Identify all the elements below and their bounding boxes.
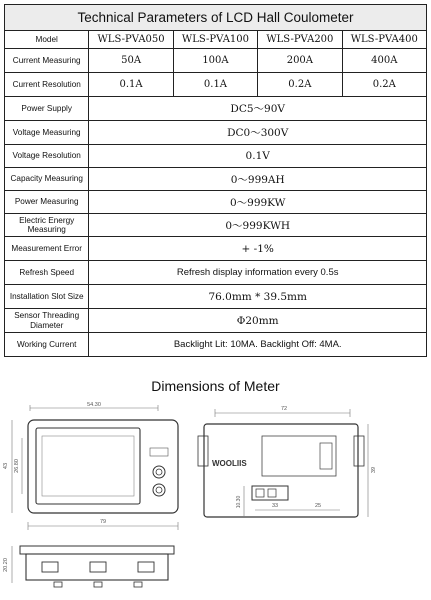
voltage-measuring-value: DC0～300V xyxy=(89,121,427,145)
current-cell: 400A xyxy=(342,49,426,73)
current-label: Current Measuring xyxy=(5,49,89,73)
current-cell: 50A xyxy=(89,49,173,73)
voltage-resolution-label: Voltage Resolution xyxy=(5,145,89,168)
current-resolution-cell: 0.1A xyxy=(173,73,257,97)
table-title: Technical Parameters of LCD Hall Coulometer xyxy=(5,5,427,31)
refresh-speed-value: Refresh display information every 0.5s xyxy=(89,261,427,285)
lcd-screen xyxy=(36,428,140,504)
front-view xyxy=(3,402,178,530)
side-bottom-b-label: 25 xyxy=(314,503,322,509)
meter-bottom-body xyxy=(26,554,168,580)
power-supply-label: Power Supply xyxy=(5,97,89,121)
back-view xyxy=(198,406,377,517)
button-icon xyxy=(153,484,165,496)
side-width-top-label: 72 xyxy=(280,406,288,412)
power-supply-value: DC5～90V xyxy=(89,97,427,121)
front-height-inner-label: 26.80 xyxy=(14,459,20,473)
model-cell: WLS-PVA100 xyxy=(173,31,257,49)
current-cell: 200A xyxy=(258,49,342,73)
measurement-error-value: + -1% xyxy=(89,237,427,261)
current-resolution-cell: 0.2A xyxy=(258,73,342,97)
button-icon xyxy=(153,466,165,478)
sensor-diameter-label: Sensor Threading Diameter xyxy=(5,309,89,333)
model-cell: WLS-PVA050 xyxy=(89,31,173,49)
installation-slot-label: Installation Slot Size xyxy=(5,285,89,309)
side-inner-height-label: 10.30 xyxy=(236,495,242,509)
bottom-view xyxy=(3,546,174,587)
model-cell: WLS-PVA400 xyxy=(342,31,426,49)
current-cell: 100A xyxy=(173,49,257,73)
working-current-value: Backlight Lit: 10MA. Backlight Off: 4MA. xyxy=(89,333,427,357)
power-measuring-value: 0～999KW xyxy=(89,191,427,214)
front-width-top-label: 54.30 xyxy=(87,402,101,408)
installation-slot-value: 76.0mm * 39.5mm xyxy=(89,285,427,309)
side-bottom-a-label: 33 xyxy=(271,503,279,509)
dimensions-title: Dimensions of Meter xyxy=(151,378,280,394)
brand-label: WOOLIIS xyxy=(212,459,247,468)
front-width-bottom-label: 79 xyxy=(99,519,107,525)
working-current-label: Working Current xyxy=(5,333,89,357)
meter-front-body xyxy=(28,420,178,513)
capacity-measuring-value: 0～999AH xyxy=(89,168,427,191)
voltage-measuring-label: Voltage Measuring xyxy=(5,121,89,145)
power-measuring-label: Power Measuring xyxy=(5,191,89,214)
front-height-outer-label: 43 xyxy=(3,462,9,470)
electric-energy-value: 0～999KWH xyxy=(89,214,427,237)
bottom-height-label: 20.20 xyxy=(3,558,9,572)
meter-back-body xyxy=(204,424,358,517)
refresh-speed-label: Refresh Speed xyxy=(5,261,89,285)
side-height-label: 39 xyxy=(371,466,377,474)
current-resolution-cell: 0.2A xyxy=(342,73,426,97)
current-resolution-label: Current Resolution xyxy=(5,73,89,97)
spec-table xyxy=(4,4,427,357)
current-resolution-cell: 0.1A xyxy=(89,73,173,97)
sensor-diameter-value: Φ20mm xyxy=(89,309,427,333)
model-cell: WLS-PVA200 xyxy=(258,31,342,49)
model-label: Model xyxy=(5,31,89,49)
voltage-resolution-value: 0.1V xyxy=(89,145,427,168)
dimension-drawings xyxy=(0,398,431,600)
measurement-error-label: Measurement Error xyxy=(5,237,89,261)
electric-energy-label: Electric Energy Measuring xyxy=(5,214,89,237)
capacity-measuring-label: Capacity Measuring xyxy=(5,168,89,191)
